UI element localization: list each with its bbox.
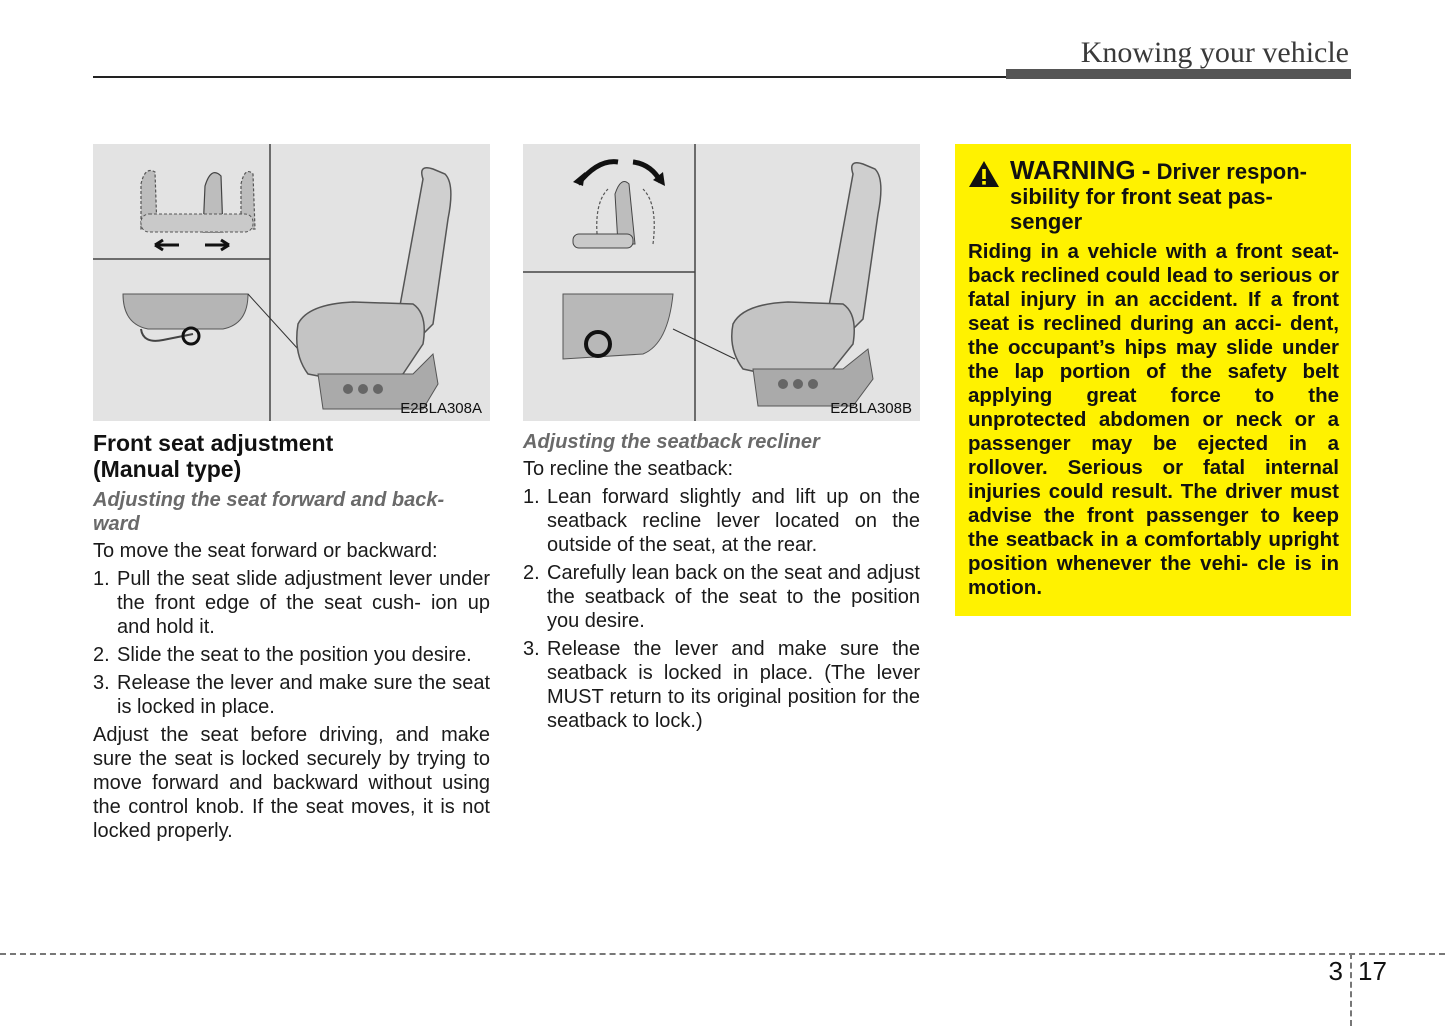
steps-list (523, 485, 920, 733)
page-number: 17 (1358, 956, 1387, 986)
warning-body: Riding in a vehicle with a front seat- back reclined could lead to serious or fatal injury in an accident. If a front seat is reclined during an acci- dent, the occupant’s hips may slide under the lap portion of the safety belt applying great force to the unprotected abdomen or neck or a passenger may be ejected in a rollover. Serious or fatal internal injuries could result. The driver must advise the front passenger to keep the seatback in a comfortably upright position whenever the vehi- cle is in motion. (968, 240, 1339, 599)
list-item (93, 671, 490, 719)
list-item (523, 637, 920, 733)
footer-rule (0, 953, 1445, 955)
section-subtitle: Adjusting the seat forward and back- ward (93, 489, 445, 535)
step-number: 1. (93, 568, 110, 590)
section-subtitle: Adjusting the seatback recliner (523, 431, 820, 453)
warning-dash: - (1141, 155, 1151, 185)
warning-heading (968, 155, 1339, 234)
section-title-line2: (Manual type) (93, 456, 242, 482)
step-number: 2. (93, 644, 110, 666)
warning-title: Driver respon- sibility for front seat pas- senger (1010, 159, 1307, 234)
section-title (93, 430, 490, 482)
step-number: 3. (523, 638, 540, 660)
footer-divider (1350, 953, 1352, 1026)
seat-slide-figure (93, 144, 490, 421)
running-header-title: Knowing your vehicle (1080, 36, 1349, 69)
left-column (93, 430, 490, 843)
seatback-recline-figure (523, 144, 920, 421)
chapter-number: 3 (1328, 956, 1343, 986)
intro-text: To move the seat forward or backward: (93, 540, 438, 562)
step-text: Carefully lean back on the seat and adjust the seatback of the seat to the position you desire. (547, 562, 920, 632)
list-item (523, 485, 920, 557)
step-text: Lean forward slightly and lift up on the seatback recline lever located on the outside of the seat, at the rear. (547, 486, 920, 556)
header-rule-accent (1006, 69, 1351, 79)
step-text: Release the lever and make sure the seatback is locked in place. (The lever MUST return to its original position for the seatback to lock.) (547, 638, 920, 732)
step-number: 2. (523, 562, 540, 584)
section-title-line1: Front seat adjustment (93, 430, 334, 456)
step-text: Slide the seat to the position you desire. (117, 644, 472, 666)
step-number: 3. (93, 672, 110, 694)
figure-code: E2BLA308B (830, 400, 912, 417)
steps-list (93, 567, 490, 719)
header-rule (93, 76, 1006, 78)
figure-code: E2BLA308A (400, 400, 482, 417)
warning-triangle-icon (968, 160, 1000, 188)
intro-text: To recline the seatback: (523, 458, 734, 480)
list-item (93, 567, 490, 639)
list-item (523, 561, 920, 633)
middle-column (523, 430, 920, 737)
warning-box (955, 144, 1351, 616)
step-number: 1. (523, 486, 540, 508)
list-item (93, 643, 490, 667)
warning-label: WARNING (1010, 155, 1136, 185)
step-text: Pull the seat slide adjustment lever under the front edge of the seat cush- ion up and hold it. (117, 568, 490, 638)
closing-paragraph: Adjust the seat before driving, and make sure the seat is locked securely by trying to move forward and backward without using the control knob. If the seat moves, it is not locked properly. (93, 724, 490, 842)
step-text: Release the lever and make sure the seat is locked in place. (117, 672, 490, 718)
